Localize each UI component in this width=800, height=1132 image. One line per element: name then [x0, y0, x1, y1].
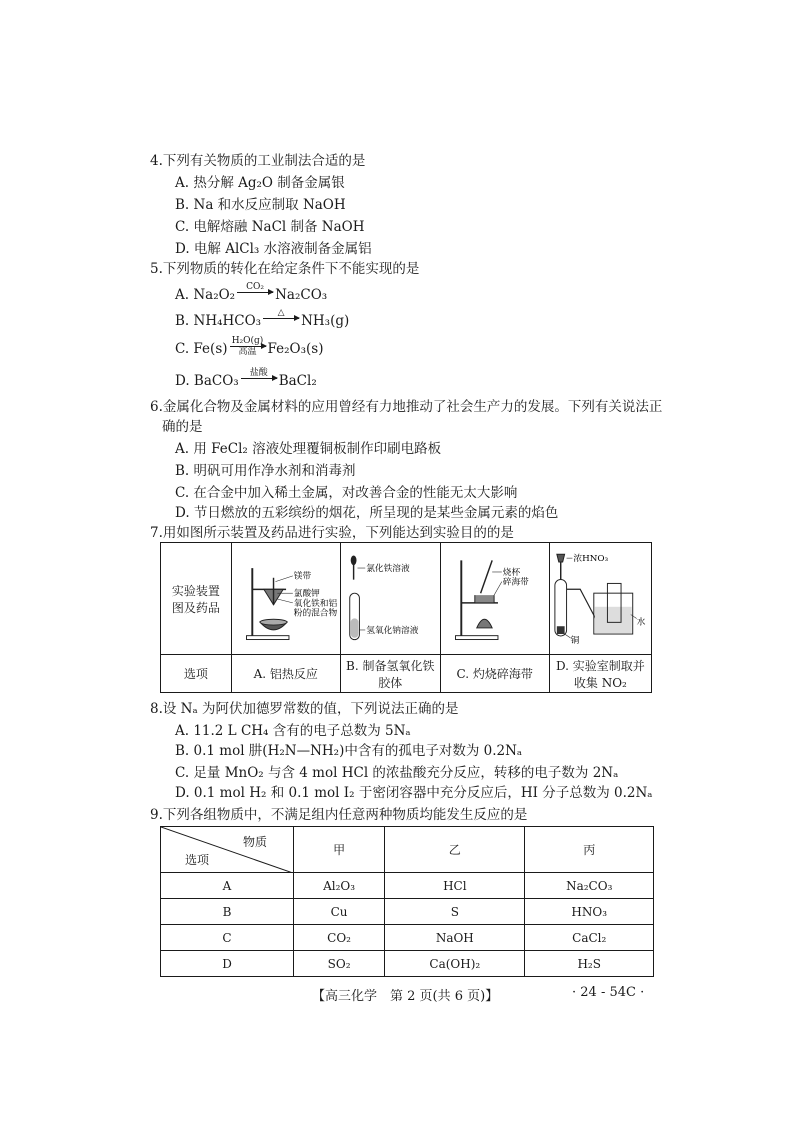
q9-cell: CO₂: [294, 925, 385, 951]
reaction-arrow: [230, 336, 266, 357]
q7-apparatus-d: [549, 543, 651, 655]
q5-b-condition: △: [277, 308, 285, 318]
question-7-stem: 7.用如图所示装置及药品进行实验，下列能达到实验目的的是: [150, 525, 514, 541]
q5-option-a: [175, 284, 327, 305]
q7-apparatus-a: [231, 543, 340, 655]
page-footer-title: 【高三化学 第 2 页(共 6 页)】: [312, 989, 499, 1004]
q5-a-condition: CO₂: [246, 282, 265, 292]
q4-option-b: B. Na 和水反应制取 NaOH: [175, 197, 346, 213]
q7-option-d: D. 实验室制取并收集 NO₂: [549, 655, 651, 693]
label-water: 水: [636, 616, 646, 627]
q9-cell: Cu: [294, 899, 385, 925]
q4-option-d: D. 电解 AlCl₃ 水溶液制备金属铝: [175, 241, 372, 257]
question-8-stem: 8.设 Nₐ 为阿伏加德罗常数的值，下列说法正确的是: [150, 701, 459, 717]
table-row: [161, 925, 654, 951]
q9-table: [160, 826, 654, 977]
q9-cell: HCl: [385, 873, 525, 899]
q7-row-header-option: 选项: [161, 655, 232, 693]
q6-option-c: C. 在合金中加入稀土金属，对改善合金的性能无太大影响: [175, 485, 518, 501]
q9-cell: S: [385, 899, 525, 925]
q4-option-c: C. 电解熔融 NaCl 制备 NaOH: [175, 219, 365, 235]
q9-corner-bottom: 选项: [185, 853, 210, 867]
q5-c-condition: H₂O(g): [231, 336, 264, 346]
q8-option-c: C. 足量 MnO₂ 与含 4 mol HCl 的浓盐酸充分反应，转移的电子数为 2Nₐ: [175, 765, 619, 781]
q7-row-header-apparatus: 实验装置 图及药品: [161, 543, 232, 655]
label-hno3: 浓HNO₃: [573, 553, 608, 564]
reaction-arrow: [263, 308, 299, 329]
q9-corner-cell: [161, 827, 294, 873]
table-row: [161, 899, 654, 925]
q9-cell: Al₂O₃: [294, 873, 385, 899]
q9-corner-top: 物质: [242, 835, 267, 849]
label-copper: 铜: [570, 635, 579, 646]
q7-option-b: B. 制备氢氧化铁胶体: [340, 655, 440, 693]
page-footer-code: · 24 - 54C ·: [572, 985, 645, 1000]
question-6-stem-cont: 确的是: [162, 419, 203, 435]
q5-option-b: [175, 310, 349, 331]
label-mix-2: 粉的混合物: [293, 607, 337, 618]
q7-option-a: A. 铝热反应: [231, 655, 340, 693]
reaction-arrow: [237, 282, 273, 303]
q5-b-product: NH₃(g): [301, 312, 350, 329]
q5-c-product: Fe₂O₃(s): [267, 340, 324, 357]
q9-row-label: A: [161, 873, 294, 899]
reaction-arrow: [241, 368, 277, 389]
label-kclo3: 氯酸钾: [293, 588, 320, 599]
q6-option-a: A. 用 FeCl₂ 溶液处理覆铜板制作印刷电路板: [175, 441, 442, 457]
table-row: [161, 951, 654, 977]
q4-option-a: A. 热分解 Ag₂O 制备金属银: [175, 175, 345, 191]
q9-row-label: D: [161, 951, 294, 977]
q5-d-condition: 盐酸: [249, 368, 268, 378]
q5-a-product: Na₂CO₃: [275, 286, 328, 303]
q8-option-b: B. 0.1 mol 肼(H₂N—NH₂)中含有的孤电子对数为 0.2Nₐ: [175, 743, 523, 759]
q9-cell: Ca(OH)₂: [385, 951, 525, 977]
q6-option-d: D. 节日燃放的五彩缤纷的烟花，所呈现的是某些金属元素的焰色: [175, 505, 559, 521]
q9-row-label: C: [161, 925, 294, 951]
q7-table: [160, 542, 652, 693]
q9-cell: SO₂: [294, 951, 385, 977]
label-seaweed: 碎海带: [502, 577, 529, 588]
label-naoh: 氢氧化钠溶液: [366, 625, 419, 636]
q6-option-b: B. 明矾可用作净水剂和消毒剂: [175, 463, 356, 479]
q9-header-jia: 甲: [294, 827, 385, 873]
q9-cell: Na₂CO₃: [525, 873, 654, 899]
q5-d-reactant: D. BaCO₃: [175, 372, 239, 389]
q5-c-reactant: C. Fe(s): [175, 340, 228, 357]
label-fecl3: 氯化铁溶液: [366, 563, 410, 574]
q5-c-condition-below: 高温: [238, 347, 257, 357]
q9-cell: HNO₃: [525, 899, 654, 925]
q7-apparatus-c: [440, 543, 549, 655]
q9-header-yi: 乙: [385, 827, 525, 873]
q9-header-bing: 丙: [525, 827, 654, 873]
q9-cell: NaOH: [385, 925, 525, 951]
q9-cell: CaCl₂: [525, 925, 654, 951]
label-magnesium: 镁带: [293, 571, 311, 582]
label-mix-1: 氧化铁和铝: [293, 598, 337, 609]
q5-b-reactant: B. NH₄HCO₃: [175, 312, 262, 329]
table-row: [161, 873, 654, 899]
q9-row-label: B: [161, 899, 294, 925]
question-6-stem: 6.金属化合物及金属材料的应用曾经有力地推动了社会生产力的发展。下列有关说法正: [150, 399, 663, 415]
question-5-stem: 5.下列物质的转化在给定条件下不能实现的是: [150, 261, 420, 277]
q9-cell: H₂S: [525, 951, 654, 977]
q5-a-reactant: A. Na₂O₂: [175, 286, 236, 303]
q7-option-c: C. 灼烧碎海带: [440, 655, 549, 693]
label-beaker: 烧杯: [502, 567, 520, 578]
question-4-stem: 4.下列有关物质的工业制法合适的是: [150, 153, 366, 169]
q8-option-a: A. 11.2 L CH₄ 含有的电子总数为 5Nₐ: [175, 723, 411, 739]
q5-option-c: [175, 338, 324, 359]
question-9-stem: 9.下列各组物质中，不满足组内任意两种物质均能发生反应的是: [150, 807, 528, 823]
q5-option-d: [175, 370, 317, 391]
q7-apparatus-b: [340, 543, 440, 655]
q8-option-d: D. 0.1 mol H₂ 和 0.1 mol I₂ 于密闭容器中充分反应后，HI 分子总数为 0.2Nₐ: [175, 785, 653, 801]
q5-d-product: BaCl₂: [278, 372, 317, 389]
